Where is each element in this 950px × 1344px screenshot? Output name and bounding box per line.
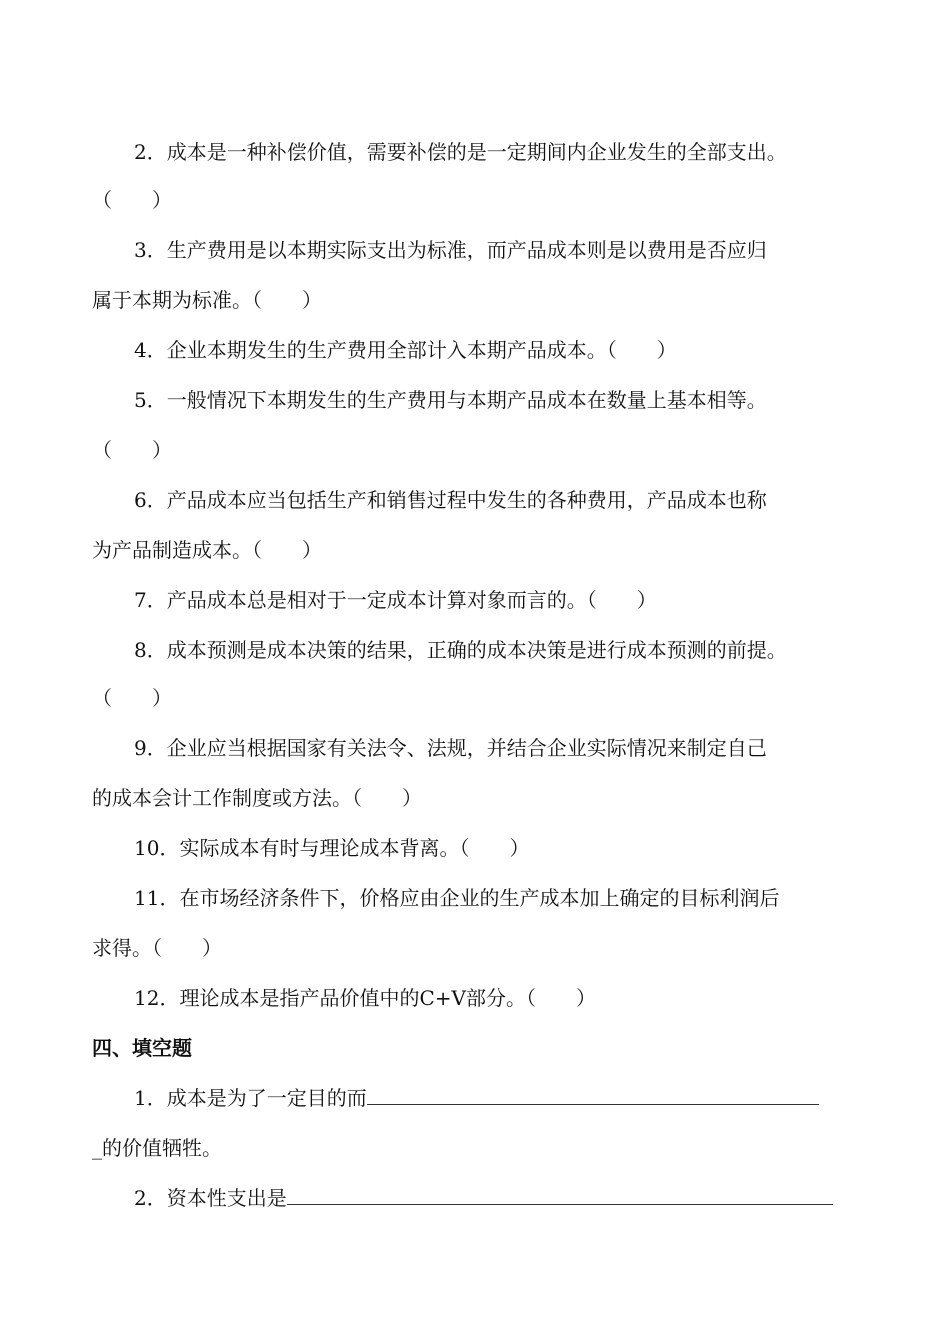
question-5-answer-brackets: （ ） xyxy=(92,438,172,462)
question-6-line-2: 为产品制造成本。（ ） xyxy=(92,538,322,562)
fill-question-1-line-2: _的价值牺牲。 xyxy=(92,1136,222,1160)
fill-question-2-line-1 xyxy=(134,1184,858,1212)
question-11-line-2: 求得。（ ） xyxy=(92,936,222,960)
question-3-line-2: 属于本期为标准。（ ） xyxy=(92,288,322,312)
question-8-answer-brackets: （ ） xyxy=(92,686,172,710)
question-11-line-1: 11．在市场经济条件下，价格应由企业的生产成本加上确定的目标利润后 xyxy=(134,886,780,910)
question-8-line-1: 8．成本预测是成本决策的结果，正确的成本决策是进行成本预测的前提。 xyxy=(134,638,787,662)
question-5-line-1: 5．一般情况下本期发生的生产费用与本期产品成本在数量上基本相等。 xyxy=(134,388,767,412)
question-2-line-1: 2．成本是一种补偿价值，需要补偿的是一定期间内企业发生的全部支出。 xyxy=(134,140,787,164)
fill-blank-line xyxy=(287,1184,833,1205)
question-9-line-2: 的成本会计工作制度或方法。（ ） xyxy=(92,786,422,810)
question-10: 10．实际成本有时与理论成本背离。（ ） xyxy=(134,836,530,860)
question-2-answer-brackets: （ ） xyxy=(92,188,172,212)
section-heading-fill-blank: 四、填空题 xyxy=(92,1036,192,1060)
fill-question-2-text: 2．资本性支出是 xyxy=(134,1186,287,1210)
question-6-line-1: 6．产品成本应当包括生产和销售过程中发生的各种费用，产品成本也称 xyxy=(134,488,767,512)
question-7: 7．产品成本总是相对于一定成本计算对象而言的。（ ） xyxy=(134,588,657,612)
question-12: 12．理论成本是指产品价值中的C+V部分。（ ） xyxy=(134,986,596,1010)
fill-question-1-line-1 xyxy=(134,1084,858,1112)
fill-blank-line xyxy=(367,1084,819,1105)
question-3-line-1: 3．生产费用是以本期实际支出为标准，而产品成本则是以费用是否应归 xyxy=(134,238,767,262)
question-9-line-1: 9．企业应当根据国家有关法令、法规，并结合企业实际情况来制定自己 xyxy=(134,736,767,760)
fill-question-1-text: 1．成本是为了一定目的而 xyxy=(134,1086,367,1110)
question-4: 4．企业本期发生的生产费用全部计入本期产品成本。（ ） xyxy=(134,338,677,362)
